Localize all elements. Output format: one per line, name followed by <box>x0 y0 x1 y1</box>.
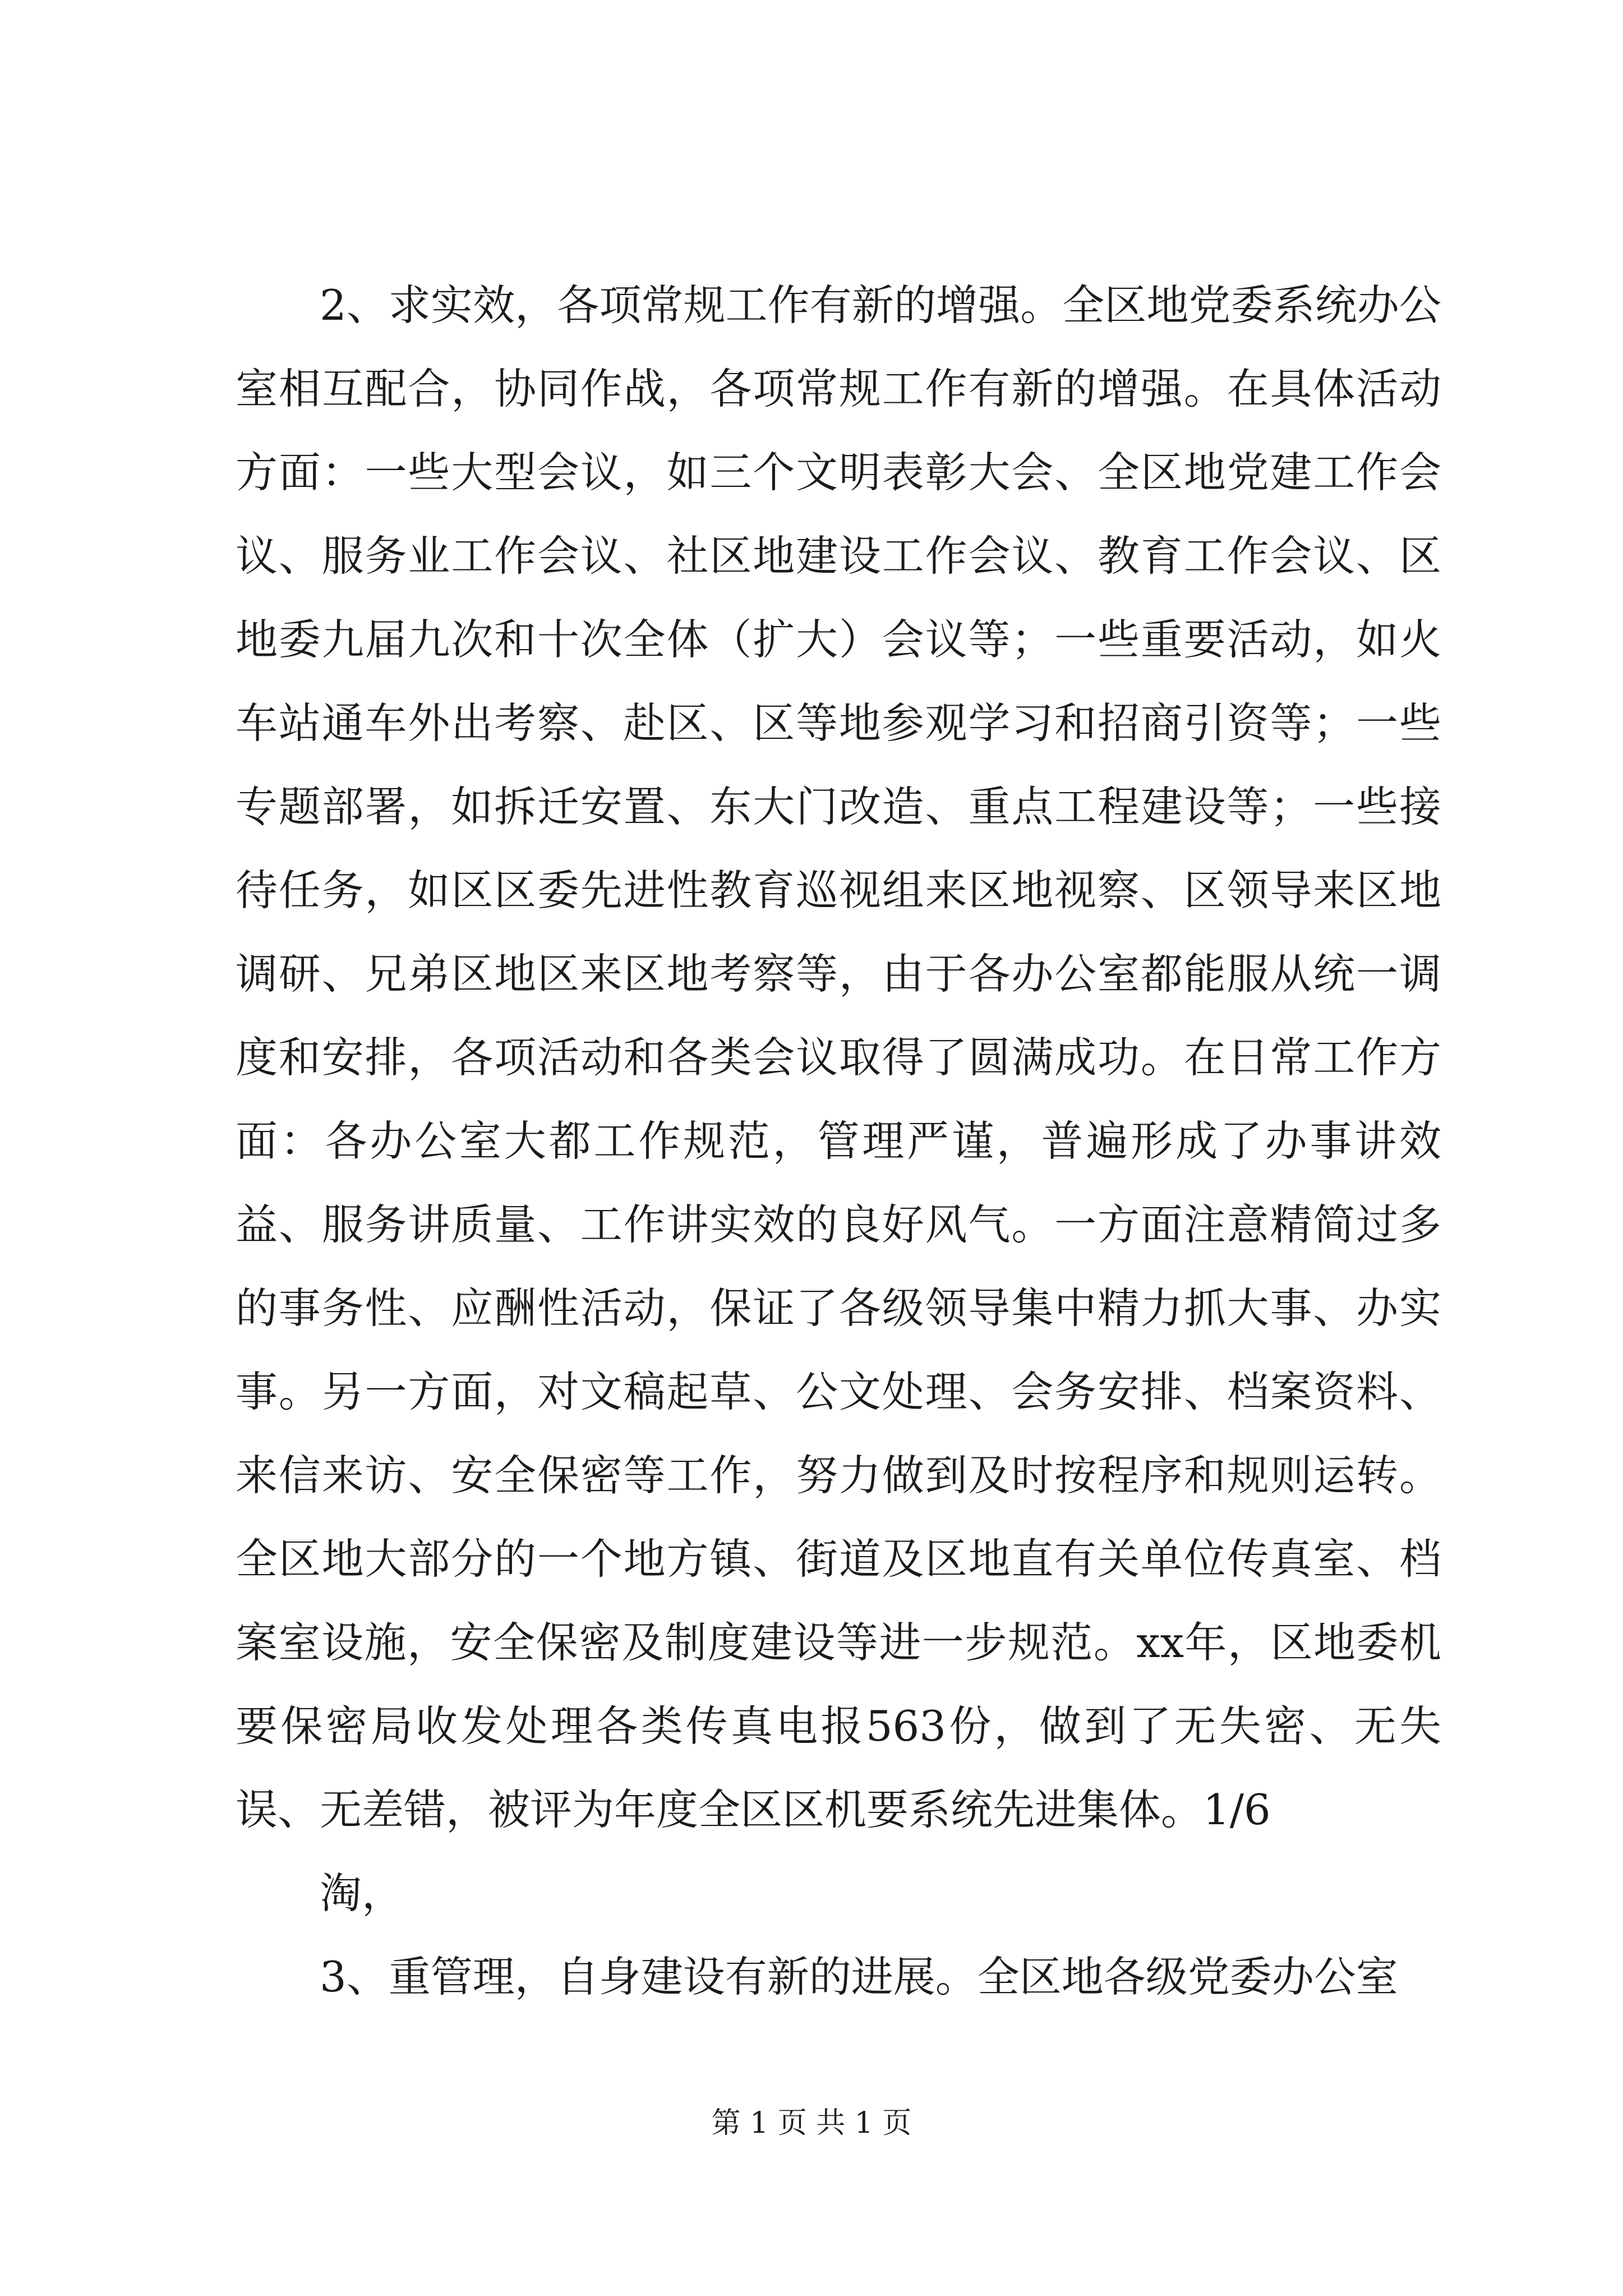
paragraph-fragment: 淘， <box>320 1869 404 1918</box>
paragraph-3: 3、重管理，自身建设有新的进展。全区地各级党委办公室 <box>320 1952 1398 2001</box>
paragraph-2: 2、求实效，各项常规工作有新的增强。全区地党委系统办公室相互配合，协同作战，各项常规工作有新的增强。在具体活动方面：一些大型会议，如三个文明表彰大会、全区地党建工作会议、服务业工作会议、社区地建设工作会议、教育工作会议、区地委九届九次和十次全体（扩大）会议等；一些重要活动，如火车站通车外出考察、赴区、区等地参观学习和招商引资等；一些专题部署，如拆迁安置、东大门改造、重点工程建设等；一些接待任务，如区区委先进性教育巡视组来区地视察、区领导来区地调研、兄弟区地区来区地考察等，由于各办公室都能服从统一调度和安排，各项活动和各类会议取得了圆满成功。在日常工作方面：各办公室大都工作规范，管理严谨，普遍形成了办事讲效益、服务讲质量、工作讲实效的良好风气。一方面注意精简过多的事务性、应酬性活动，保证了各级领导集中精力抓大事、办实事。另一方面，对文稿起草、公文处理、会务安排、档案资料、来信来访、安全保密等工作，努力做到及时按程序和规则运转。全区地大部分的一个地方镇、街道及区地直有关单位传真室、档案室设施，安全保密及制度建设等进一步规范。xx年，区地委机要保密局收发处理各类传真电报563份，做到了无失密、无失误、无差错，被评为年度全区区机要系统先进集体。1/6 <box>236 280 1441 1834</box>
document-body <box>236 264 1441 2019</box>
page-footer: 第 1 页 共 1 页 <box>711 2106 912 2140</box>
